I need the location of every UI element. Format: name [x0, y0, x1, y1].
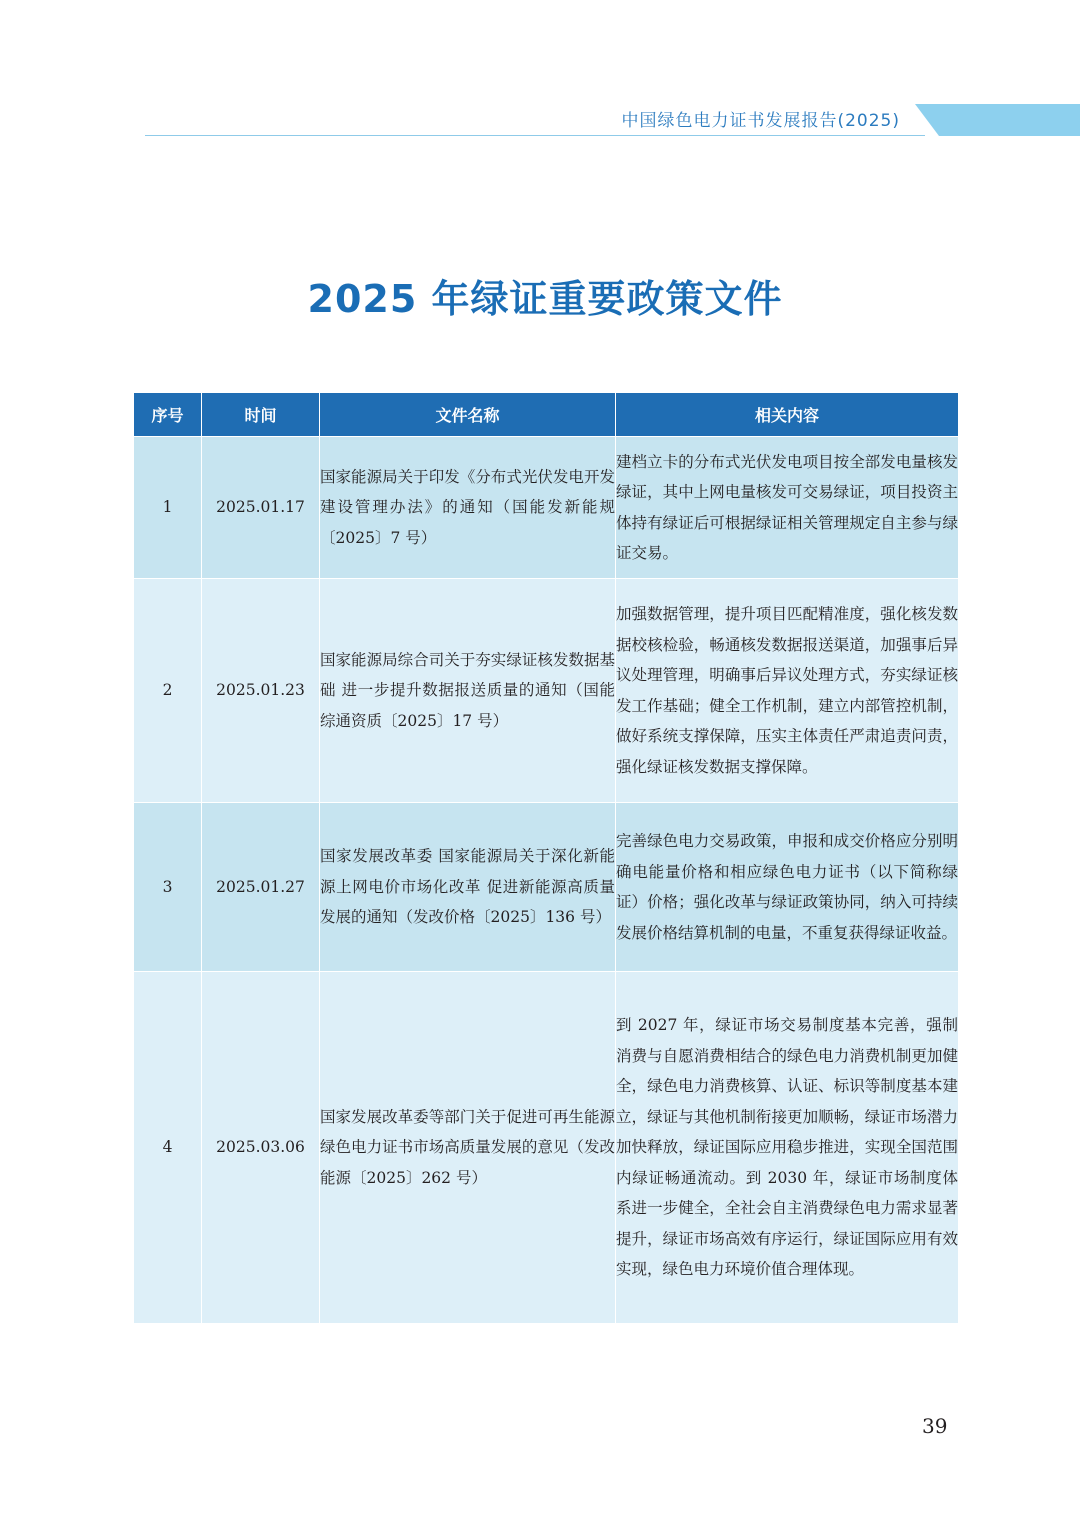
row-content: 到 2027 年，绿证市场交易制度基本完善，强制消费与自愿消费相结合的绿色电力消费机制更加健全，绿色电力消费核算、认证、标识等制度基本建立，绿证与其他机制衔接更加顺畅，绿证市场潜力加快释放，绿证国际应用稳步推进，实现全国范围内绿证畅通流动。到 2030 年，绿证市场制度体系进一步健全，全社会自主消费绿色电力需求显著提升，绿证市场高效有序运行，绿证国际应用有效实现，绿色电力环境价值合理体现。 [616, 972, 959, 1324]
page-number: 39 [922, 1414, 948, 1438]
table-row [134, 803, 959, 972]
policy-table [133, 392, 959, 1324]
column-header-date: 时间 [202, 393, 320, 437]
row-number: 3 [134, 803, 202, 972]
report-header-title: 中国绿色电力证书发展报告(2025) [621, 111, 900, 131]
column-header-document-name: 文件名称 [320, 393, 616, 437]
row-document-name: 国家能源局关于印发《分布式光伏发电开发建设管理办法》的通知（国能发新能规〔2025〕7 号） [320, 437, 616, 579]
table-row [134, 972, 959, 1324]
row-content: 建档立卡的分布式光伏发电项目按全部发电量核发绿证，其中上网电量核发可交易绿证，项目投资主体持有绿证后可根据绿证相关管理规定自主参与绿证交易。 [616, 437, 959, 579]
header-divider [145, 135, 925, 136]
column-header-related-content: 相关内容 [616, 393, 959, 437]
row-date: 2025.01.27 [202, 803, 320, 972]
row-document-name: 国家能源局综合司关于夯实绿证核发数据基础 进一步提升数据报送质量的通知（国能综通资质〔2025〕17 号） [320, 579, 616, 803]
table-row [134, 437, 959, 579]
header-accent-tab [915, 104, 1080, 136]
row-date: 2025.01.17 [202, 437, 320, 579]
row-date: 2025.01.23 [202, 579, 320, 803]
table-row [134, 579, 959, 803]
row-number: 2 [134, 579, 202, 803]
row-content: 加强数据管理，提升项目匹配精准度，强化核发数据校核检验，畅通核发数据报送渠道，加强事后异议处理管理，明确事后异议处理方式，夯实绿证核发工作基础；健全工作机制，建立内部管控机制，做好系统支撑保障，压实主体责任严肃追责问责，强化绿证核发数据支撑保障。 [616, 579, 959, 803]
row-document-name: 国家发展改革委 国家能源局关于深化新能源上网电价市场化改革 促进新能源高质量发展的通知（发改价格〔2025〕136 号） [320, 803, 616, 972]
row-content: 完善绿色电力交易政策，申报和成交价格应分别明确电能量价格和相应绿色电力证书（以下简称绿证）价格；强化改革与绿证政策协同，纳入可持续发展价格结算机制的电量，不重复获得绿证收益。 [616, 803, 959, 972]
page-title: 2025 年绿证重要政策文件 [307, 277, 783, 321]
column-header-no: 序号 [134, 393, 202, 437]
row-document-name: 国家发展改革委等部门关于促进可再生能源绿色电力证书市场高质量发展的意见（发改能源〔2025〕262 号） [320, 972, 616, 1324]
row-number: 4 [134, 972, 202, 1324]
row-number: 1 [134, 437, 202, 579]
row-date: 2025.03.06 [202, 972, 320, 1324]
table-header-row [134, 393, 959, 437]
